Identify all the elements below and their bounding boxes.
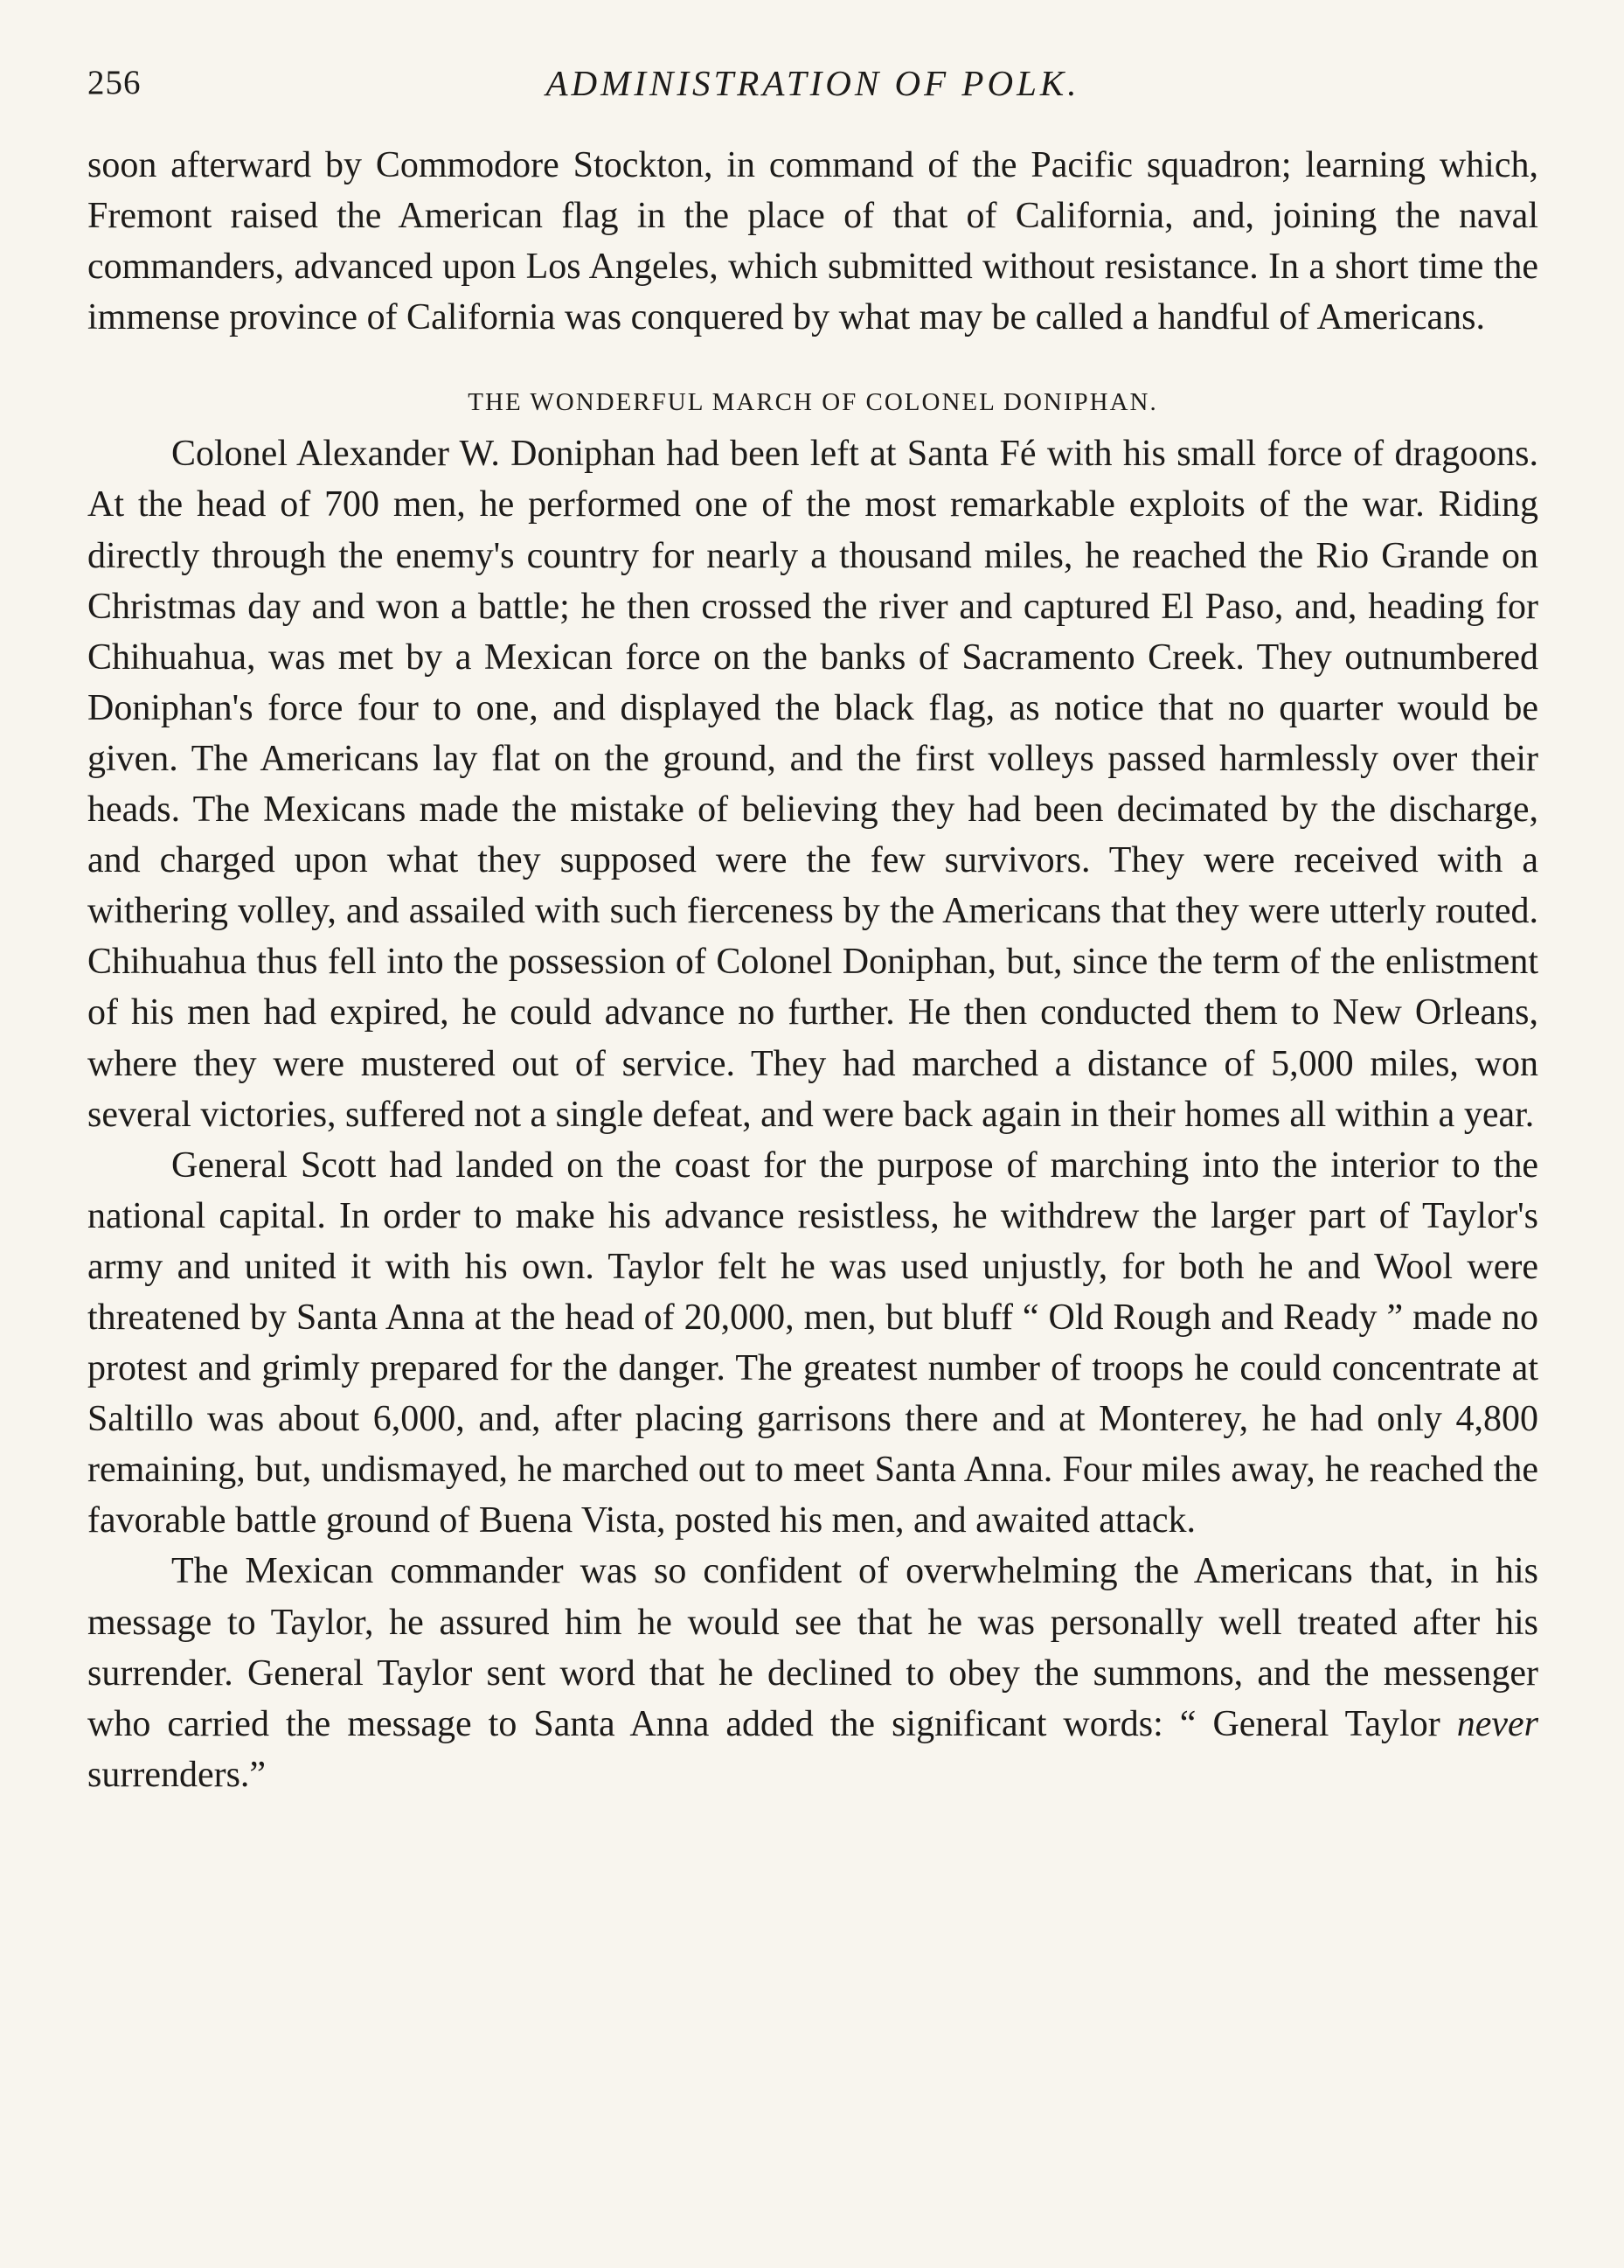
paragraph-mexican-commander — [87, 1546, 1538, 1799]
body-text — [87, 140, 1538, 1800]
paragraph-scott: General Scott had landed on the coast for the purpose of marching into the interior to the national capital. In order to make his advance resistless, he withdrew the larger part of Taylor's army and united it with his own. Taylor felt he was used unjustly, for both he and Wool were threatened by Santa Anna at the head of 20,000, men, but bluff “ Old Rough and Ready ” made no protest and grimly prepared for the danger. The greatest number of troops he could concentrate at Saltillo was about 6,000, and, after placing garrisons there and at Monterey, he had only 4,800 remaining, but, undismayed, he marched out to meet Santa Anna. Four miles away, he reached the favorable battle ground of Buena Vista, posted his men, and awaited attack. — [87, 1144, 1538, 1541]
page-number: 256 — [87, 64, 142, 101]
emphasized-word: never — [1456, 1703, 1539, 1744]
running-header — [87, 52, 1538, 114]
paragraph-doniphan: Colonel Alexander W. Doniphan had been left at Santa Fé with his small force of dragoons. At the head of 700 men, he performed one of the most remarkable exploits of the war. Riding directly through the enemy's country for nearly a thousand miles, he reached the Rio Grande on Christmas day and won a battle; he then crossed the river and captured El Paso, and, heading for Chihuahua, was met by a Mexican force on the banks of Sacramento Creek. They outnumbered Doniphan's force four to one, and displayed the black flag, as notice that no quarter would be given. The Americans lay flat on the ground, and the first volleys passed harmlessly over their heads. The Mexicans made the mistake of believing they had been decimated by the discharge, and charged upon what they supposed were the few survivors. They were received with a withering volley, and assailed with such fierceness by the Americans that they were utterly routed. Chihuahua thus fell into the possession of Colonel Doniphan, but, since the term of the enlistment of his men had expired, he could advance no further. He then conducted them to New Orleans, where they were mustered out of service. They had marched a distance of 5,000 miles, won several victories, suffered not a single defeat, and were back again in their homes all within a year. — [87, 434, 1538, 1135]
paragraph-text-end: surrenders.” — [87, 1754, 267, 1795]
paragraph-text-start: The Mexican commander was so confident of overwhelming the Americans that, in his message to Taylor, he assured him he would see that he was personally well treated after his surrender. General Taylor sent word that he declined to obey the summons, and the messenger who carried the message to Santa Anna added the significant words: “ General Taylor — [87, 1551, 1538, 1744]
section-heading: THE WONDERFUL MARCH OF COLONEL DONIPHAN. — [468, 388, 1158, 417]
paragraph-california: soon afterward by Commodore Stockton, in command of the Pacific squadron; learning which, Fremont raised the American flag in the place of that of California, and, joining the naval commanders, advanced upon Los Angeles, which submitted without resistance. In a short time the immense province of California was conquered by what may be called a handful of Americans. — [87, 145, 1538, 338]
page-header-title: ADMINISTRATION OF POLK. — [545, 63, 1080, 103]
